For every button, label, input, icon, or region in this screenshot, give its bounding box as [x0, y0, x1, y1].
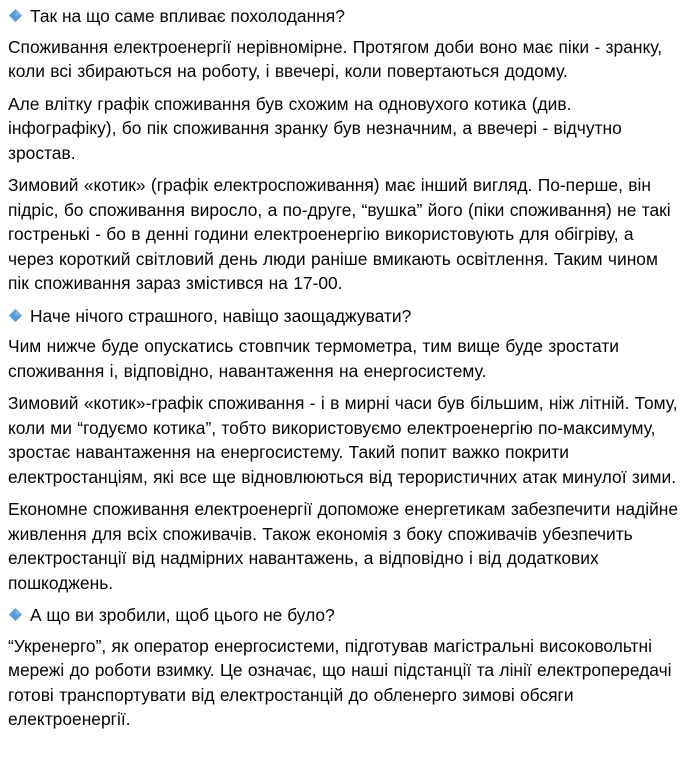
- paragraph: Споживання електроенергії нерівномірне. Протягом доби воно має піки - зранку, коли всі збираються на роботу, і ввечері, коли повертаються додому.: [8, 36, 663, 81]
- blue-diamond-icon: [8, 4, 24, 28]
- paragraph: Зимовий «котик»-графік споживання - і в мирні часи був більшим, ніж літній. Тому, коли ми “годуємо котика”, тобто використовуємо електроенергію по-максимуму, зростає навантаження на енергосистему. Такий попит важко покрити електростанціям, які все ще відновлюються від терористичних атак минулої зими.: [8, 393, 678, 487]
- section-heading-cooling: [8, 4, 684, 29]
- blue-diamond-icon: [8, 304, 24, 328]
- section-heading-what-done: [8, 603, 684, 628]
- paragraph: Зимовий «котик» (графік електроспоживання) має інший вигляд. По-перше, він підріс, бо споживання виросло, а по-друге, “вушка” його (піки споживання) не такі гостренькі - бо в денні години електроенергію використовують для обігріву, а через короткий світловий день люди раніше вмикають освітлення. Таким чином пік споживання зараз змістився на 17-00.: [8, 175, 671, 293]
- paragraph: Але влітку графік споживання був схожим на одновухого котика (див. інфографіку), бо пік споживання зранку був незначним, а ввечері - відчутно зростав.: [8, 93, 622, 163]
- section-heading-why-save: [8, 304, 684, 329]
- paragraph: Економне споживання електроенергії допоможе енергетикам забезпечити надійне живлення для всіх споживачів. Також економія з боку споживачів убезпечить електростанції від надмірних навантажень, а відповідно і від додаткових пошкоджень.: [8, 499, 679, 593]
- section-heading-text: Наче нічого страшного, навіщо заощаджувати?: [30, 305, 412, 326]
- section-heading-text: Так на що саме впливає похолодання?: [30, 6, 345, 26]
- section-heading-text: А що ви зробили, щоб цього не було?: [30, 605, 335, 625]
- blue-diamond-icon: [8, 603, 24, 627]
- paragraph: “Укренерго”, як оператор енергосистеми, підготував магістральні високовольтні мережі до роботи взимку. Це означає, що наші підстанції та лінії електропередачі готові транспортувати від електростанцій до обленерго зимові обсяги електроенергії.: [8, 635, 672, 729]
- paragraph: Чим нижче буде опускатись стовпчик термометра, тим вище буде зростати споживання і, відповідно, навантаження на енергосистему.: [8, 336, 619, 381]
